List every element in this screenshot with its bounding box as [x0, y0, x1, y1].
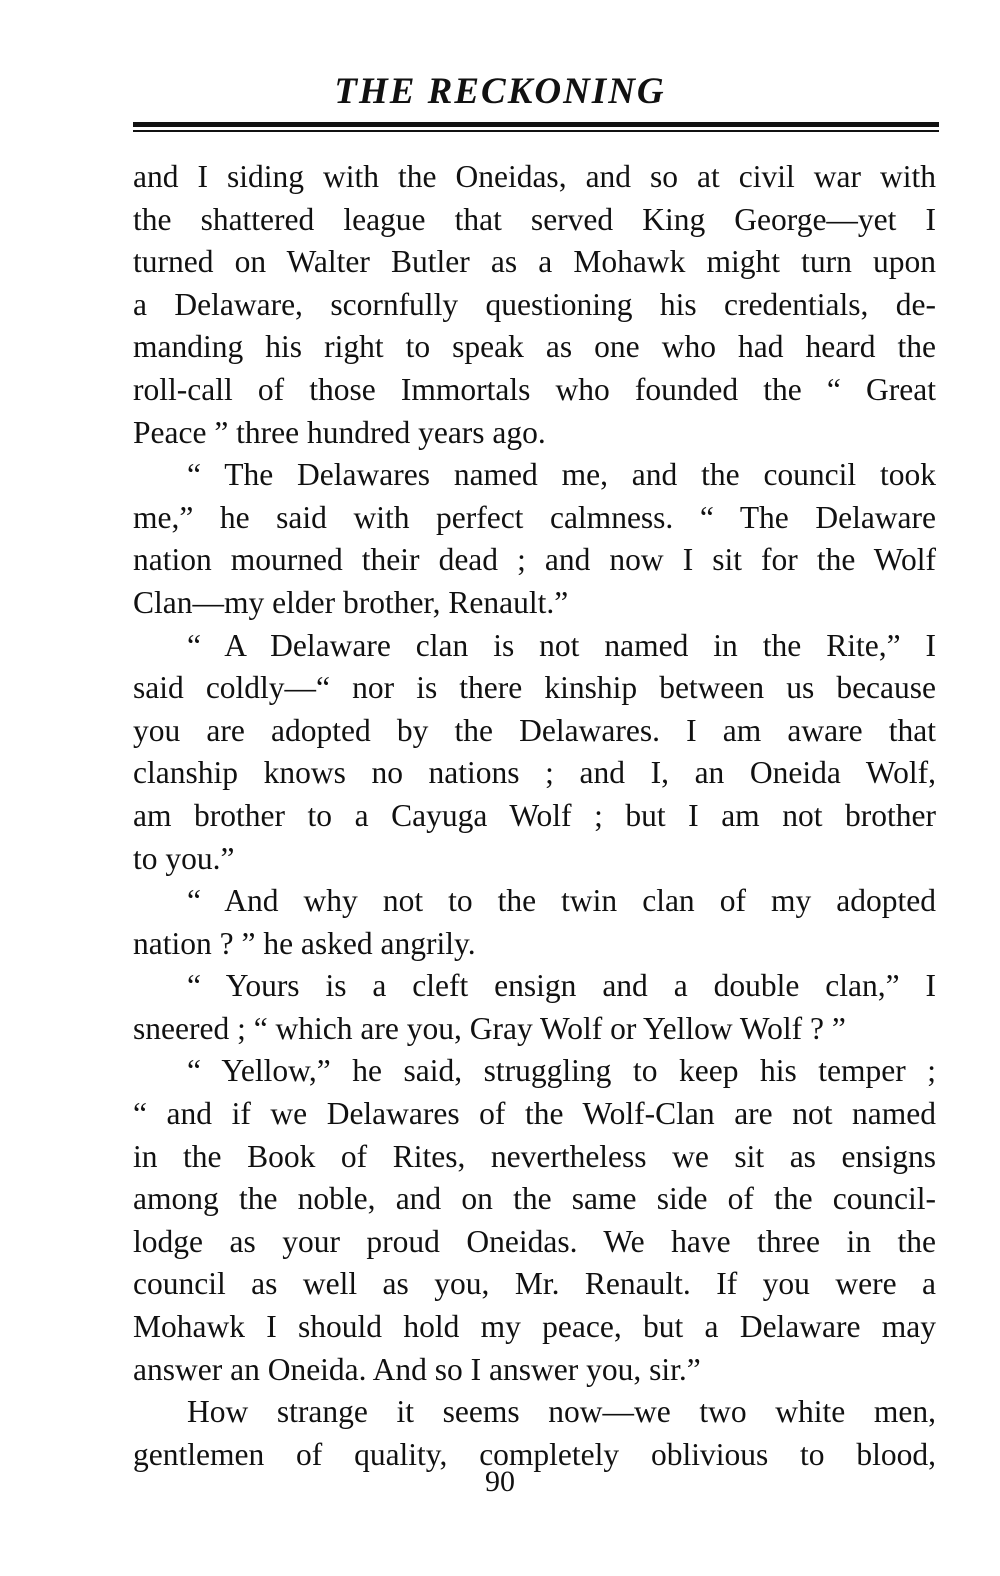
- text-line: nation mourned their dead ; and now I sit for the Wolf: [133, 542, 936, 578]
- text-line: in the Book of Rites, nevertheless we sit as ensigns: [133, 1138, 936, 1174]
- text-line: lodge as your proud Oneidas. We have three in the: [133, 1223, 936, 1259]
- text-line: council as well as you, Mr. Renault. If you were a: [133, 1266, 936, 1302]
- paragraph: [133, 156, 936, 454]
- text-line: Clan—my elder brother, Renault.”: [133, 584, 569, 620]
- text-line: sneered ; “ which are you, Gray Wolf or Yellow Wolf ? ”: [133, 1010, 846, 1046]
- text-line: clanship knows no nations ; and I, an Oneida Wolf,: [133, 755, 936, 791]
- text-line: gentlemen of quality, completely oblivious to blood,: [133, 1436, 936, 1472]
- text-line: me,” he said with perfect calmness. “ The Delaware: [133, 499, 936, 535]
- text-line: to you.”: [133, 840, 235, 876]
- paragraph: [133, 625, 936, 881]
- text-line: and I siding with the Oneidas, and so at civil war with: [133, 159, 936, 194]
- text-line: the shattered league that served King George—yet I: [133, 201, 936, 237]
- text-line: “ Yellow,” he said, struggling to keep his temper ;: [187, 1053, 936, 1089]
- text-line: Peace ” three hundred years ago.: [133, 414, 546, 450]
- text-line: said coldly—“ nor is there kinship between us because: [133, 670, 936, 706]
- text-line: “ and if we Delawares of the Wolf-Clan are not named: [133, 1096, 936, 1132]
- text-line: “ A Delaware clan is not named in the Rite,” I: [187, 627, 936, 663]
- paragraph: [133, 1050, 936, 1391]
- text-line: manding his right to speak as one who had heard the: [133, 329, 936, 365]
- text-line: among the noble, and on the same side of the council-: [133, 1181, 936, 1217]
- text-line: “ The Delawares named me, and the council took: [187, 457, 936, 493]
- body-text: [133, 156, 936, 1476]
- text-line: am brother to a Cayuga Wolf ; but I am not brother: [133, 797, 936, 833]
- text-line: How strange it seems now—we two white men,: [187, 1394, 936, 1430]
- text-line: Mohawk I should hold my peace, but a Delaware may: [133, 1309, 936, 1345]
- paragraph: [133, 454, 936, 624]
- text-line: “ And why not to the twin clan of my adopted: [187, 883, 936, 919]
- text-line: nation ? ” he asked angrily.: [133, 925, 476, 961]
- text-line: a Delaware, scornfully questioning his credentials, de-: [133, 286, 936, 322]
- paragraph: [133, 965, 936, 1050]
- paragraph: [133, 880, 936, 965]
- text-line: “ Yours is a cleft ensign and a double clan,” I: [187, 968, 936, 1004]
- header-rule-thin: [133, 130, 939, 132]
- text-line: you are adopted by the Delawares. I am aware that: [133, 712, 936, 748]
- text-line: answer an Oneida. And so I answer you, sir.”: [133, 1351, 701, 1387]
- page-number: 90: [485, 1465, 515, 1498]
- text-line: roll-call of those Immortals who founded the “ Great: [133, 371, 936, 407]
- running-head-title: THE RECKONING: [334, 71, 666, 112]
- text-line: turned on Walter Butler as a Mohawk might turn upon: [133, 244, 936, 280]
- header-rule-thick: [133, 122, 939, 127]
